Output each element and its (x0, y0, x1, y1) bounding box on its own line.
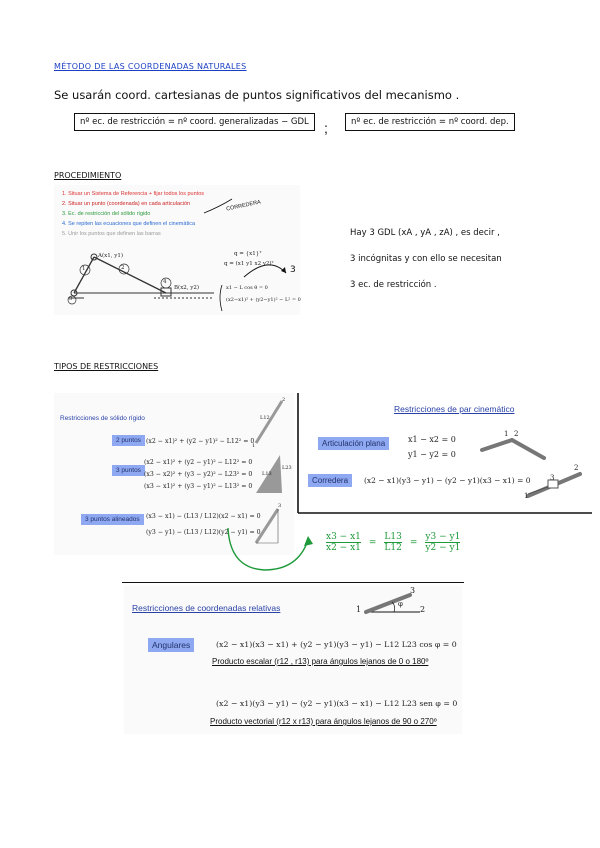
mechanism-sketch (54, 185, 300, 315)
label-b: B(x2, y2) (174, 285, 200, 291)
eq-art-2: y1 − y2 = 0 (408, 450, 456, 459)
eq-cos: (x2 − x1)(x3 − x1) + (y2 − y1)(y3 − y1) − L12 L23 cos φ = 0 (216, 640, 457, 649)
sk-label-3: 3 (278, 503, 282, 509)
divider-line (122, 582, 464, 583)
frac1-num: x3 − x1 (326, 532, 361, 542)
eq-sys1: x1 − L cos θ = 0 (226, 285, 268, 291)
eq-art-1: x1 − x2 = 0 (408, 435, 456, 444)
note-sin: Producto vectorial (r12 x r13) para ángulos lejanos de 90 o 270º (210, 717, 437, 726)
badge-angulares: Angulares (148, 638, 194, 652)
sk-label-1: 1 (252, 443, 256, 449)
dof-line-3: 3 ec. de restricción . (350, 280, 437, 290)
formula-box-2: nº ec. de restricción = nº coord. dep. (345, 113, 515, 131)
solido-title: Restricciones de sólido rígido (60, 415, 145, 422)
relativas-title: Restricciones de coordenadas relativas (132, 603, 281, 613)
procedimiento-heading: PROCEDIMIENTO (54, 171, 122, 180)
label-n1: 1 (82, 266, 86, 272)
eq-q2: q = (x1 y1 x2 y2)ᵀ (224, 261, 274, 267)
label-n4: 4 (163, 279, 167, 285)
eq-q: q = {x1}ᵀ (234, 251, 262, 257)
frac-1 (326, 532, 361, 553)
par-label-5: 3 (550, 474, 555, 482)
eq-three-2: (x3 − x2)² + (y3 − y2)² − L23² = 0 (144, 471, 253, 478)
note-cos: Producto escalar (r12 , r13) para ángulos lejanos de 0 o 180º (212, 657, 429, 666)
rel-label-1: 1 (356, 605, 362, 614)
par-label-3: 1 (524, 492, 529, 500)
corredera-annotation: CORREDERA (225, 199, 262, 213)
step-5: 5. Unir los puntos que definen las barras (62, 231, 161, 237)
sk-label-l23: L23 (282, 465, 292, 471)
eq-three-points (144, 457, 252, 493)
tipos-heading: TIPOS DE RESTRICCIONES (54, 362, 159, 371)
eq-three-1: (x2 − x1)² + (y2 − y1)² − L12² = 0 (144, 459, 253, 466)
sk-label-l13: L13 (262, 471, 272, 477)
badge-corredera: Corredera (308, 474, 352, 487)
step-3: 3. Ec. de restricción del sólido rígido (62, 211, 151, 217)
frac-3 (425, 532, 460, 553)
green-equation (326, 532, 460, 553)
eq-sys2: (x2−x1)² + (y2−y1)² − L² = 0 (226, 297, 301, 303)
eq-aligned-1: (x3 − x1) − (L13 / L12)(x2 − x1) = 0 (146, 513, 261, 520)
eq-aligned-2: (y3 − y1) − (L13 / L12)(y2 − y1) = 0 (146, 529, 261, 536)
frac-2 (384, 532, 401, 553)
par-label-1: 1 (504, 430, 509, 438)
badge-3-alineados: 3 puntos alineados (81, 514, 144, 525)
step-2: 2. Situar un punto (coordenada) en cada articulación (62, 201, 191, 207)
rel-label-phi: φ (398, 600, 403, 608)
eq-sign-1: = (368, 537, 377, 548)
formula-box-1: nº ec. de restricción = nº coord. generalizadas − GDL (74, 113, 315, 131)
frac3-num: y3 − y1 (425, 532, 461, 542)
label-n3: 3 (69, 296, 73, 302)
eq-articulacion (408, 432, 456, 462)
par-sketches (476, 424, 588, 516)
par-label-2: 2 (514, 430, 519, 438)
intro-text: Se usarán coord. cartesianas de puntos significativos del mecanismo . (54, 88, 460, 102)
procedure-figure (54, 185, 300, 315)
separator: ; (324, 120, 328, 136)
mark-number: 3 (290, 265, 296, 275)
frac2-num: L13 (384, 532, 402, 542)
step-1: 1. Situar un Sistema de Referencia + fijar todos los puntos (62, 191, 205, 197)
label-n2: 2 (121, 265, 125, 271)
green-arrow (220, 520, 330, 580)
eq-three-3: (x3 − x1)² + (y3 − y1)² − L13² = 0 (144, 483, 253, 490)
badge-2-puntos: 2 puntos (112, 435, 145, 446)
badge-3-puntos: 3 puntos (112, 465, 145, 476)
eq-two-points: (x2 − x1)² + (y2 − y1)² − L12² = 0 (146, 438, 255, 445)
eq-sign-2: = (409, 537, 418, 548)
rel-label-2: 2 (420, 605, 426, 614)
frac1-den: x2 − x1 (326, 543, 361, 553)
par-label-4: 2 (574, 464, 579, 472)
rel-label-3: 3 (410, 586, 416, 595)
sk-label-2: 2 (282, 397, 286, 403)
page-title: MÉTODO DE LAS COORDENADAS NATURALES (54, 62, 247, 71)
frac2-den: L12 (384, 543, 402, 553)
dof-explanation (350, 220, 502, 298)
dof-line-1: Hay 3 GDL (xA , yA , zA) , es decir , (350, 228, 500, 238)
frac3-den: y2 − y1 (425, 543, 461, 553)
sk-label-l12: L12 (260, 415, 270, 421)
label-a: A(x1, y1) (98, 253, 123, 259)
dof-line-2: 3 incógnitas y con ello se necesitan (350, 254, 502, 264)
eq-corredera: (x2 − x1)(y3 − y1) − (y2 − y1)(x3 − x1) = 0 (364, 476, 531, 485)
badge-articulacion: Articulación plana (318, 437, 389, 450)
par-title: Restricciones de par cinemático (394, 404, 515, 414)
step-4: 4. Se repiten las ecuaciones que definen el cinemática (62, 221, 196, 227)
eq-sin: (x2 − x1)(y3 − y1) − (y2 − y1)(x3 − x1) − L12 L23 sen φ = 0 (216, 699, 458, 708)
relativas-panel (124, 586, 462, 734)
